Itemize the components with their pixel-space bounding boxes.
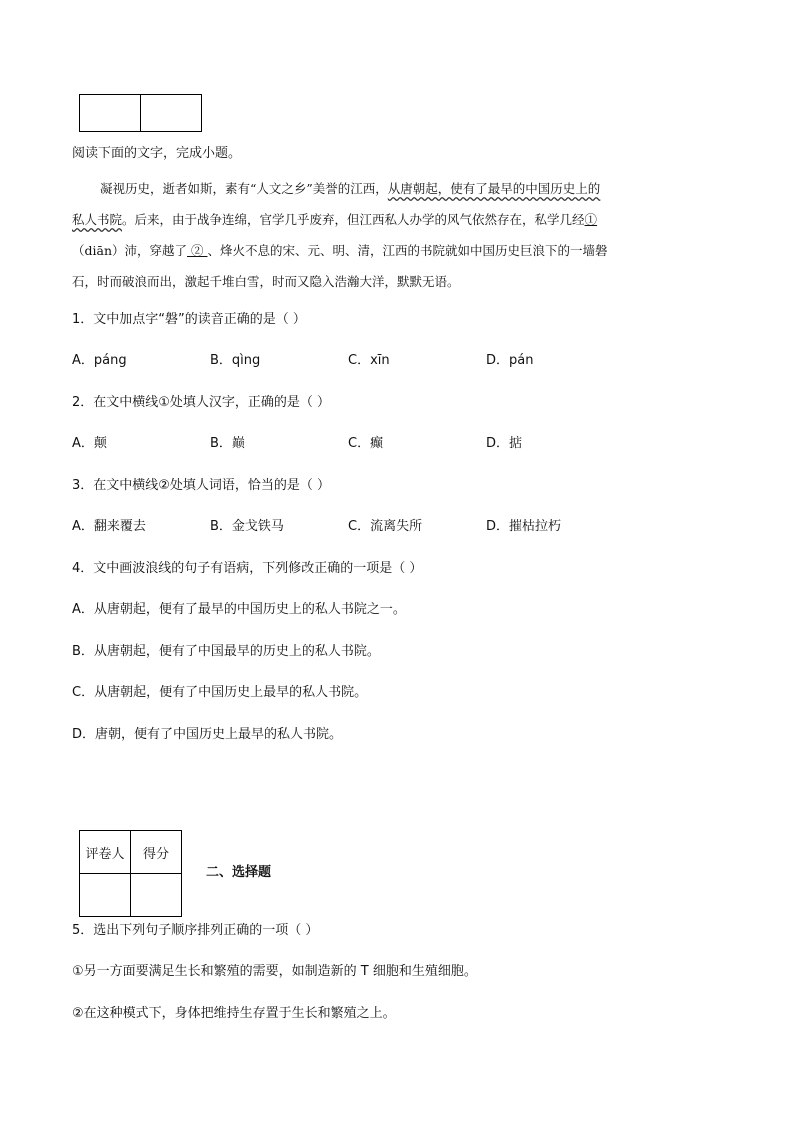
question-3-stem: 3．在文中横线②处填人词语，恰当的是（ ） xyxy=(72,478,331,493)
question-4-option-d[interactable]: D．唐朝，便有了中国历史上最早的私人书院。 xyxy=(72,727,343,742)
instruction-text: 阅读下面的文字，完成小题。 xyxy=(72,146,242,161)
question-3-option-a[interactable]: A．翻来覆去 xyxy=(72,519,146,534)
passage-line-1 xyxy=(72,180,697,198)
score-box-cell xyxy=(141,95,202,132)
question-2-option-d[interactable]: D．掂 xyxy=(486,436,523,451)
question-5-sentence-2: ②在这种模式下，身体把维持生存置于生长和繁殖之上。 xyxy=(72,1006,396,1021)
question-5-stem: 5．选出下列句子顺序排列正确的一项（ ） xyxy=(72,923,319,938)
wavy-underlined-sentence: 私人书院 xyxy=(72,212,123,227)
passage-text: 凝视历史，逝者如斯，素有“人文之乡”美誉的江西， xyxy=(100,181,388,196)
score-box-cell xyxy=(80,95,141,132)
question-1-option-d[interactable]: D．pán xyxy=(486,353,534,368)
passage-line-2 xyxy=(72,211,697,229)
passage-text: 。后来，由于战争连绵，官学几乎废弃，但江西私人办学的风气依然存在，私学几经 xyxy=(122,212,585,227)
question-4-option-a[interactable]: A．从唐朝起，便有了最早的中国历史上的私人书院之一。 xyxy=(72,602,406,617)
question-5-sentence-1: ①另一方面要满足生长和繁殖的需要，如制造新的 T 细胞和生殖细胞。 xyxy=(72,964,477,979)
passage-line-4: 石，时而破浪而出，激起千堆白雪，时而又隐入浩瀚大洋，默默无语。 xyxy=(72,274,460,289)
question-4-option-c[interactable]: C．从唐朝起，便有了中国历史上最早的私人书院。 xyxy=(72,685,368,700)
score-cell xyxy=(131,874,182,917)
question-4-option-b[interactable]: B．从唐朝起，便有了中国最早的历史上的私人书院。 xyxy=(72,644,380,659)
question-2-option-c[interactable]: C．癫 xyxy=(348,436,384,451)
passage-text: （diān）沛，穿越了 xyxy=(72,243,188,258)
wavy-underlined-sentence: 从唐朝起，使有了最早的中国历史上的 xyxy=(387,181,601,196)
score-box-top xyxy=(79,94,202,132)
grader-header: 评卷人 xyxy=(80,831,131,874)
passage-line-3 xyxy=(72,242,697,260)
question-1-option-b[interactable]: B．qìng xyxy=(210,353,261,368)
question-1-option-c[interactable]: C．xīn xyxy=(348,353,390,368)
blank-1: ① xyxy=(584,212,598,227)
section-title: 二、选择题 xyxy=(206,865,272,880)
question-3-option-c[interactable]: C．流离失所 xyxy=(348,519,423,534)
question-2-stem: 2．在文中横线①处填人汉字，正确的是（ ） xyxy=(72,395,331,410)
question-1-option-a[interactable]: A．páng xyxy=(72,353,127,368)
score-header: 得分 xyxy=(131,831,182,874)
score-box-grader xyxy=(79,830,182,917)
question-1-stem: 1．文中加点字“磐”的读音正确的是（ ） xyxy=(72,312,306,327)
passage-text: 、烽火不息的宋、元、明、清，江西的书院就如中国历史巨浪下的一墙磐 xyxy=(207,243,608,258)
question-3-option-b[interactable]: B．金戈铁马 xyxy=(210,519,284,534)
question-3-option-d[interactable]: D．摧枯拉朽 xyxy=(486,519,562,534)
question-2-option-b[interactable]: B．巅 xyxy=(210,436,245,451)
blank-2: ② xyxy=(191,243,204,258)
question-4-stem: 4．文中画波浪线的句子有语病，下列修改正确的一项是（ ） xyxy=(72,561,423,576)
question-2-option-a[interactable]: A．颠 xyxy=(72,436,107,451)
grader-cell xyxy=(80,874,131,917)
